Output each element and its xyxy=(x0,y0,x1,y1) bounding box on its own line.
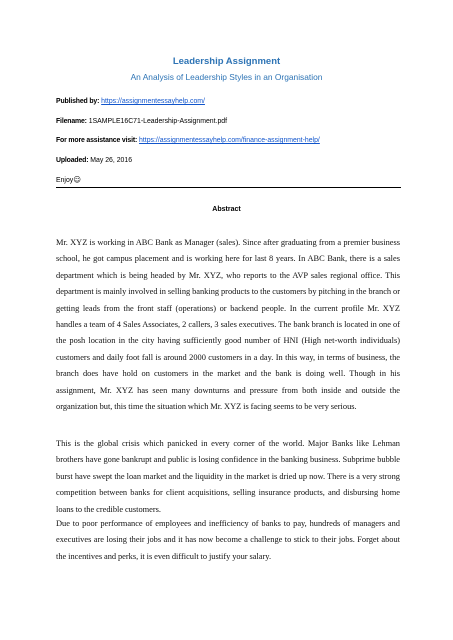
filename-label: Filename: xyxy=(56,118,87,125)
abstract-paragraph-2: This is the global crisis which panicked in every corner of the world. Major Banks like Lehman brothers have gone bankrupt and public is losing confidence in the banking business. Subprime bubble burst have swept the loan market and the liquidity in the market is dried up now. There is a very strong competition between banks for client acquisitions, selling insurance products, and disbursing home loans to the credible customers. xyxy=(56,439,400,514)
filename-line xyxy=(56,118,401,125)
uploaded-label: Uploaded: xyxy=(56,157,89,164)
abstract-paragraph-1: Mr. XYZ is working in ABC Bank as Manager (sales). Since after graduating from a premier business school, he got campus placement and is working here for last 8 years. In ABC Bank, there is a sales department which is being headed by Mr. XYZ, who reports to the AVP sales regional office. This department is mainly involved in selling banking products to the customers by pitching in the branch or getting leads from the front staff (operations) or backend people. In the current profile Mr. XYZ handles a team of 4 Sales Associates, 2 callers, 3 sales executives. The bank branch is located in one of the posh location in the city having sufficiently good number of HNI (High net-worth individuals) customers and daily foot fall is around 2000 customers in a day. In this way, in terms of business, the branch does have hold on customers in the market and the bank is doing well. Though in his assignment, Mr. XYZ has seen many downturns and pressure from both inside and outside the organization but, this time the situation which Mr. XYZ is facing seems to be very serious. xyxy=(56,238,400,412)
assistance-label: For more assistance visit: xyxy=(56,137,138,144)
abstract-heading: Abstract xyxy=(212,206,241,213)
smiley-icon: ☺ xyxy=(73,175,82,184)
published-by-line xyxy=(56,98,401,105)
enjoy-line xyxy=(56,175,401,184)
uploaded-line xyxy=(56,157,401,164)
enjoy-text: Enjoy xyxy=(56,177,74,184)
abstract-paragraph-3: Due to poor performance of employees and inefficiency of banks to pay, hundreds of managers and executives are losing their jobs and it has now become a challenge to stick to their jobs. Forget about the incentives and perks, it is even difficult to justify your salary. xyxy=(56,519,400,561)
filename-value: 1SAMPLE16C71-Leadership-Assignment.pdf xyxy=(88,118,228,125)
published-by-link[interactable]: https://assignmentessayhelp.com/ xyxy=(101,98,205,105)
published-by-label: Published by: xyxy=(56,98,100,105)
assistance-line xyxy=(56,137,401,144)
document-title: Leadership Assignment xyxy=(172,56,281,67)
assistance-link[interactable]: https://assignmentessayhelp.com/finance-assignment-help/ xyxy=(139,137,320,144)
header-divider xyxy=(56,187,401,188)
document-subtitle: An Analysis of Leadership Styles in an Organisation xyxy=(130,72,323,82)
uploaded-value: May 26, 2016 xyxy=(90,157,133,164)
